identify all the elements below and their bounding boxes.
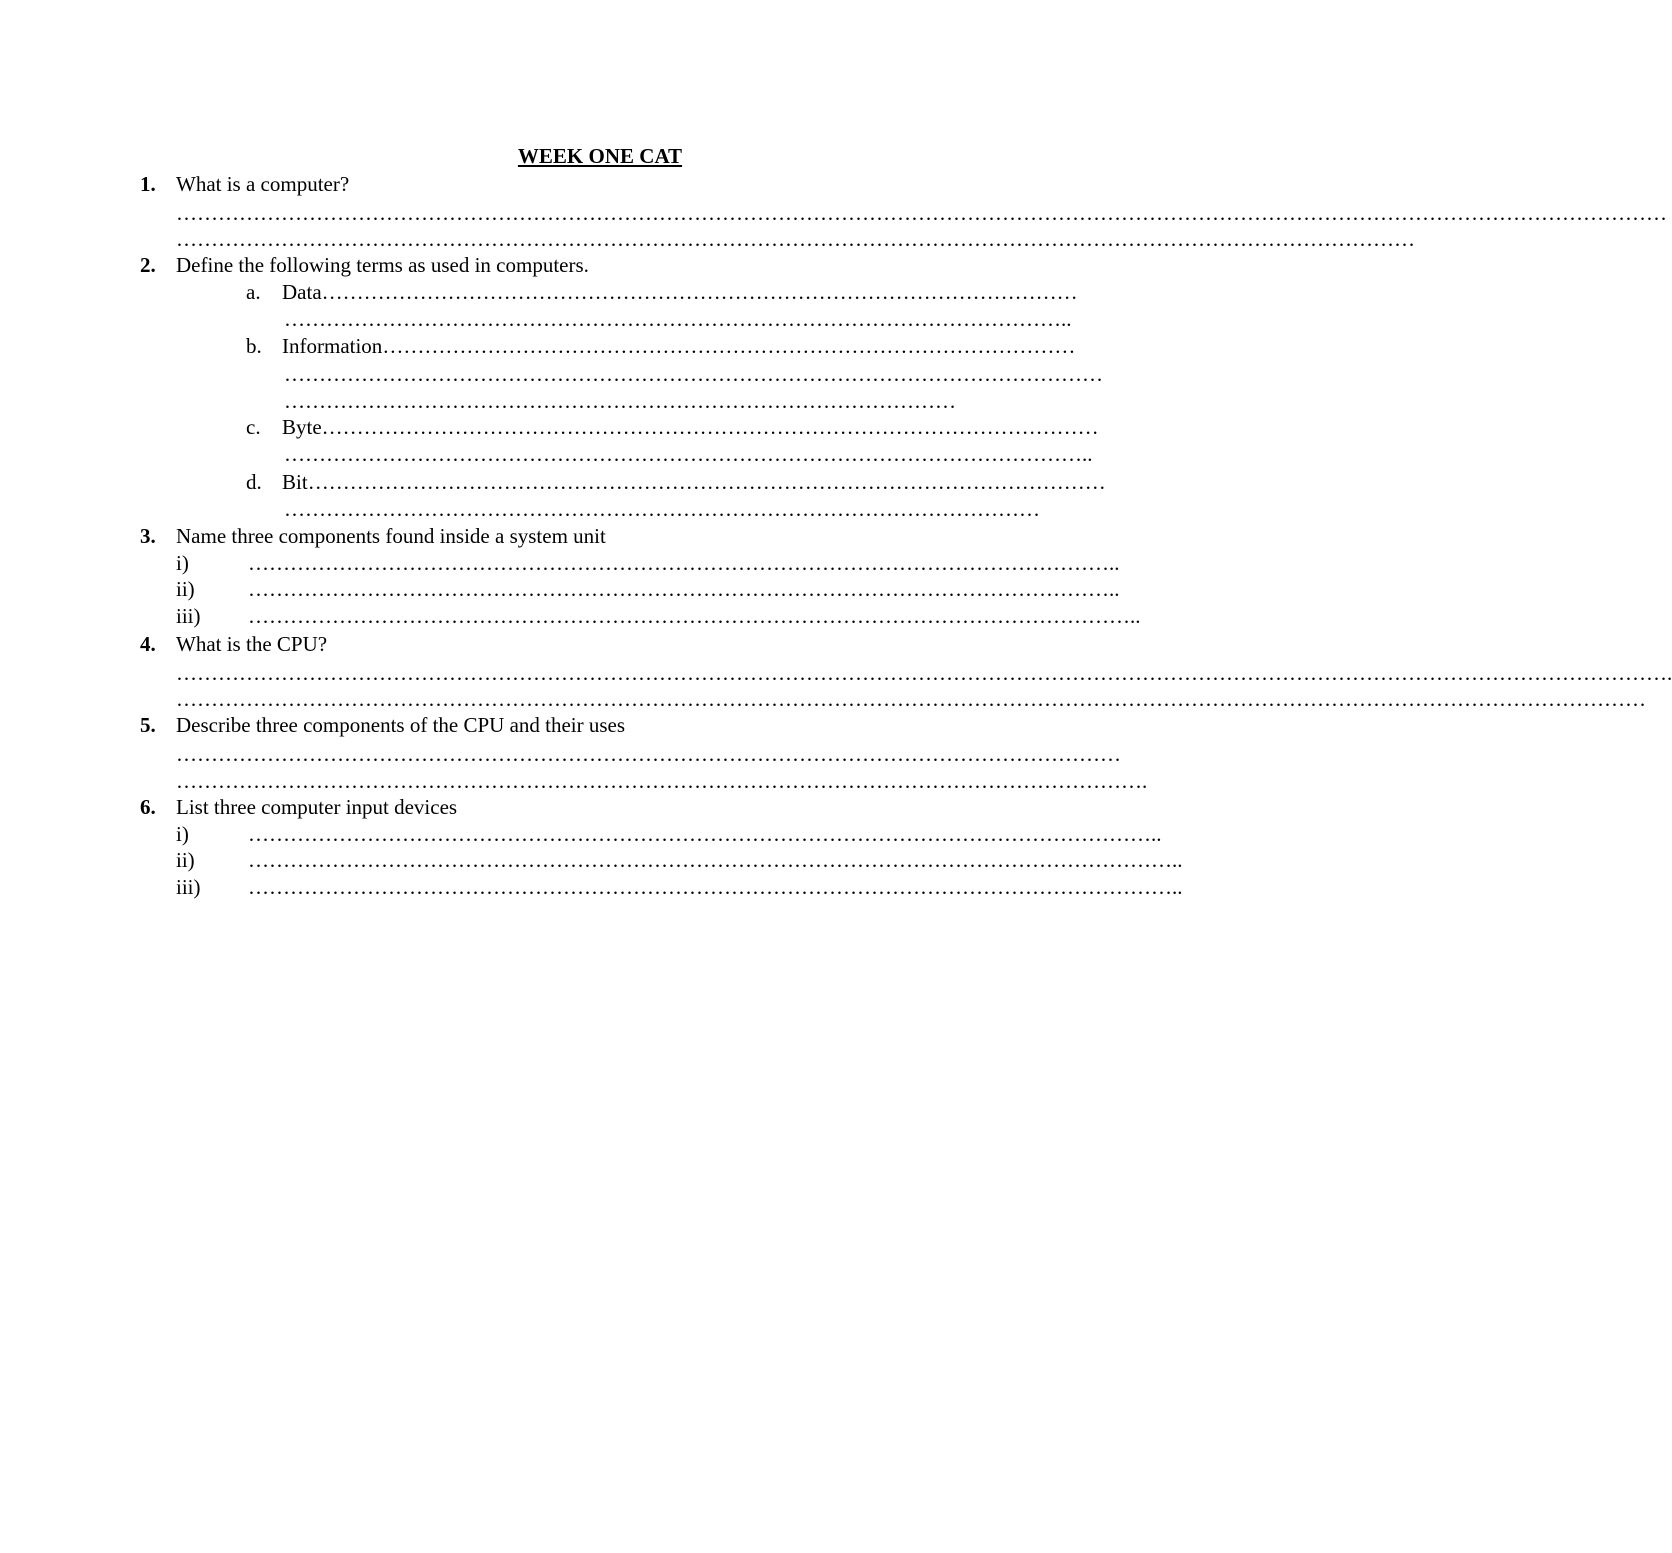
answer-line: ………………………………………………………………………………………………………………………: [176, 742, 1121, 766]
question-5-text: Describe three components of the CPU and their uses: [176, 713, 626, 737]
question-1-text: What is a computer?: [176, 172, 350, 196]
sub-item-a-letter: a.: [246, 280, 261, 304]
question-6-text: List three computer input devices: [176, 795, 458, 819]
answer-line: ……………………………………………………………………………………: [284, 389, 956, 413]
answer-line: ……………………………………………………………………………………………………………………..: [248, 848, 1183, 872]
answer-line: …………………………………………………………………………………………………: [321, 415, 1099, 439]
answer-line: ……………………………………………………………………………………………………: [307, 470, 1106, 494]
list-item-label: iii): [176, 875, 201, 899]
answer-line: ……………………………………………………………………………………………………………..: [248, 551, 1120, 575]
answer-line: ………………………………………………………………………………………………: [321, 280, 1078, 304]
question-1-number: 1.: [140, 172, 156, 196]
answer-line: ………………………………………………………………………………………………: [284, 497, 1040, 521]
sub-item-c-text: [282, 414, 1099, 440]
page-title: WEEK ONE CAT: [517, 144, 683, 168]
term-information: Information: [282, 334, 383, 358]
answer-line: ……………………………………………………………………………………………………..: [284, 442, 1093, 466]
list-item-label: i): [176, 551, 189, 575]
question-3-number: 3.: [140, 524, 156, 548]
term-data: Data: [282, 280, 322, 304]
answer-line: …………………………………………………………………………………………………………………………………………………………………………………………: [176, 687, 1646, 711]
answer-line: ………………………………………………………………………………………………………………..: [248, 604, 1141, 628]
answer-line: …………………………………………………………………………………………………………………..: [248, 822, 1162, 846]
sub-item-a-text: [282, 279, 1078, 305]
question-4-text: What is the CPU?: [176, 632, 328, 656]
list-item-label: ii): [176, 848, 195, 872]
sub-item-d-letter: d.: [246, 470, 262, 494]
question-3-text: Name three components found inside a system unit: [176, 524, 606, 548]
answer-line: …………………………………………………………………………………………………..: [284, 307, 1072, 331]
question-6-number: 6.: [140, 795, 156, 819]
answer-line: ……………………………………………………………………………………………………………………………………………………………: [176, 227, 1415, 251]
answer-line: ………………………………………………………………………………………………………………………….: [176, 769, 1148, 793]
list-item-label: ii): [176, 577, 195, 601]
sub-item-b-letter: b.: [246, 334, 262, 358]
list-item-label: i): [176, 822, 189, 846]
term-byte: Byte: [282, 415, 322, 439]
answer-line: …………………………………………………………………………………………………………………………………………………………………………………………….: [176, 661, 1672, 685]
question-2-number: 2.: [140, 253, 156, 277]
answer-line: ………………………………………………………………………………………………………: [284, 362, 1103, 386]
answer-line: ……………………………………………………………………………………………………………………………………………………………………………………………: [176, 201, 1667, 225]
answer-line: ……………………………………………………………………………………………………………………..: [248, 875, 1183, 899]
sub-item-d-text: [282, 469, 1106, 495]
sub-item-b-text: [282, 333, 1076, 359]
answer-line: ……………………………………………………………………………………………………………..: [248, 577, 1120, 601]
question-4-number: 4.: [140, 632, 156, 656]
question-5-number: 5.: [140, 713, 156, 737]
list-item-label: iii): [176, 604, 201, 628]
question-2-text: Define the following terms as used in computers.: [176, 253, 589, 277]
term-bit: Bit: [282, 470, 308, 494]
sub-item-c-letter: c.: [246, 415, 261, 439]
answer-line: ………………………………………………………………………………………: [382, 334, 1076, 358]
